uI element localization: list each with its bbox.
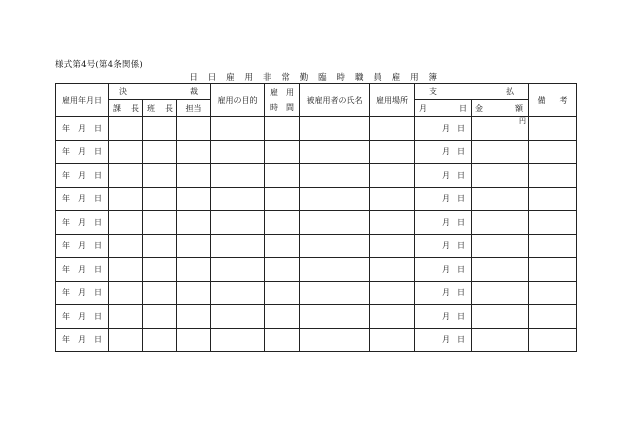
header-hancho bbox=[143, 100, 177, 117]
hours-cell[interactable] bbox=[265, 117, 300, 141]
payment-day-label: 日 bbox=[457, 264, 465, 274]
table-row bbox=[56, 211, 577, 235]
table-row bbox=[56, 164, 577, 188]
employee-name-cell[interactable] bbox=[300, 234, 370, 258]
header-payment bbox=[415, 84, 529, 100]
table-row bbox=[56, 305, 577, 329]
tanto-stamp-cell[interactable] bbox=[177, 328, 211, 352]
form-number-label: 様式第4号(第4条関係) bbox=[55, 60, 143, 70]
amount-cell[interactable] bbox=[472, 234, 529, 258]
table-row bbox=[56, 187, 577, 211]
amount-cell[interactable] bbox=[472, 281, 529, 305]
employ-date-cell[interactable] bbox=[56, 281, 109, 305]
year-label: 年 bbox=[62, 170, 70, 180]
kacho-stamp-cell[interactable] bbox=[109, 281, 143, 305]
header-tanto: 担当 bbox=[177, 100, 211, 117]
remarks-cell[interactable] bbox=[529, 234, 577, 258]
table-row bbox=[56, 281, 577, 305]
month-label: 月 bbox=[78, 241, 86, 251]
day-label: 日 bbox=[94, 311, 102, 321]
employ-date-cell[interactable] bbox=[56, 305, 109, 329]
header-remarks-a: 備 bbox=[537, 95, 546, 105]
header-amount-b: 額 bbox=[515, 103, 523, 113]
payment-day-label: 日 bbox=[457, 194, 465, 204]
kacho-stamp-cell[interactable] bbox=[109, 140, 143, 164]
year-label: 年 bbox=[62, 147, 70, 157]
kacho-stamp-cell[interactable] bbox=[109, 187, 143, 211]
table-row bbox=[56, 234, 577, 258]
year-label: 年 bbox=[62, 335, 70, 345]
header-kessai-left: 決 bbox=[119, 87, 127, 96]
header-employ-date: 雇用年月日 bbox=[56, 84, 109, 117]
header-purpose: 雇用の目的 bbox=[211, 84, 265, 117]
remarks-cell[interactable] bbox=[529, 187, 577, 211]
year-label: 年 bbox=[62, 288, 70, 298]
hours-cell[interactable] bbox=[265, 258, 300, 282]
header-amount bbox=[472, 100, 529, 117]
payment-date-cell[interactable] bbox=[415, 140, 472, 164]
purpose-cell[interactable] bbox=[211, 305, 265, 329]
payment-day-label: 日 bbox=[457, 170, 465, 180]
hancho-stamp-cell[interactable] bbox=[143, 187, 177, 211]
day-label: 日 bbox=[94, 217, 102, 227]
hours-cell[interactable] bbox=[265, 328, 300, 352]
remarks-cell[interactable] bbox=[529, 140, 577, 164]
day-label: 日 bbox=[94, 194, 102, 204]
employee-name-cell[interactable] bbox=[300, 187, 370, 211]
year-label: 年 bbox=[62, 264, 70, 274]
year-label: 年 bbox=[62, 123, 70, 133]
payment-day-label: 日 bbox=[457, 147, 465, 157]
payment-date-cell[interactable] bbox=[415, 117, 472, 141]
hancho-stamp-cell[interactable] bbox=[143, 234, 177, 258]
month-label: 月 bbox=[78, 170, 86, 180]
hancho-stamp-cell[interactable] bbox=[143, 140, 177, 164]
employ-date-cell[interactable] bbox=[56, 164, 109, 188]
tanto-stamp-cell[interactable] bbox=[177, 117, 211, 141]
employ-date-cell[interactable] bbox=[56, 117, 109, 141]
month-label: 月 bbox=[78, 335, 86, 345]
header-kessai-right: 裁 bbox=[190, 87, 198, 96]
purpose-cell[interactable] bbox=[211, 187, 265, 211]
remarks-cell[interactable] bbox=[529, 258, 577, 282]
tanto-stamp-cell[interactable] bbox=[177, 281, 211, 305]
remarks-cell[interactable] bbox=[529, 117, 577, 141]
header-hours-top-b: 用 bbox=[286, 87, 294, 97]
header-hours bbox=[265, 84, 300, 117]
purpose-cell[interactable] bbox=[211, 140, 265, 164]
place-cell[interactable] bbox=[370, 117, 415, 141]
kacho-stamp-cell[interactable] bbox=[109, 117, 143, 141]
payment-day-label: 日 bbox=[457, 311, 465, 321]
header-kacho-b: 長 bbox=[131, 103, 139, 113]
tanto-stamp-cell[interactable] bbox=[177, 164, 211, 188]
hancho-stamp-cell[interactable] bbox=[143, 117, 177, 141]
payment-day-label: 日 bbox=[457, 241, 465, 251]
hancho-stamp-cell[interactable] bbox=[143, 328, 177, 352]
day-label: 日 bbox=[94, 288, 102, 298]
payment-month-label: 月 bbox=[442, 311, 450, 321]
header-day: 日 bbox=[459, 103, 467, 113]
year-label: 年 bbox=[62, 241, 70, 251]
amount-cell[interactable] bbox=[472, 328, 529, 352]
year-label: 年 bbox=[62, 194, 70, 204]
month-label: 月 bbox=[78, 311, 86, 321]
employee-name-cell[interactable] bbox=[300, 281, 370, 305]
payment-date-cell[interactable] bbox=[415, 305, 472, 329]
payment-month-label: 月 bbox=[442, 147, 450, 157]
hancho-stamp-cell[interactable] bbox=[143, 305, 177, 329]
payment-month-label: 月 bbox=[442, 264, 450, 274]
month-label: 月 bbox=[78, 147, 86, 157]
kacho-stamp-cell[interactable] bbox=[109, 164, 143, 188]
employ-date-cell[interactable] bbox=[56, 328, 109, 352]
remarks-cell[interactable] bbox=[529, 164, 577, 188]
payment-day-label: 日 bbox=[457, 123, 465, 133]
day-label: 日 bbox=[94, 123, 102, 133]
payment-month-label: 月 bbox=[442, 335, 450, 345]
payment-day-label: 日 bbox=[457, 217, 465, 227]
day-label: 日 bbox=[94, 335, 102, 345]
amount-cell[interactable] bbox=[472, 187, 529, 211]
employee-name-cell[interactable] bbox=[300, 117, 370, 141]
place-cell[interactable] bbox=[370, 234, 415, 258]
month-label: 月 bbox=[78, 123, 86, 133]
payment-date-cell[interactable] bbox=[415, 187, 472, 211]
hours-cell[interactable] bbox=[265, 281, 300, 305]
purpose-cell[interactable] bbox=[211, 164, 265, 188]
day-label: 日 bbox=[94, 147, 102, 157]
header-hancho-b: 長 bbox=[165, 103, 173, 113]
purpose-cell[interactable] bbox=[211, 117, 265, 141]
tanto-stamp-cell[interactable] bbox=[177, 140, 211, 164]
day-label: 日 bbox=[94, 170, 102, 180]
payment-day-label: 日 bbox=[457, 335, 465, 345]
remarks-cell[interactable] bbox=[529, 281, 577, 305]
payment-month-label: 月 bbox=[442, 217, 450, 227]
kacho-stamp-cell[interactable] bbox=[109, 211, 143, 235]
employ-date-cell[interactable] bbox=[56, 187, 109, 211]
year-label: 年 bbox=[62, 311, 70, 321]
remarks-cell[interactable] bbox=[529, 328, 577, 352]
header-kacho bbox=[109, 100, 143, 117]
tanto-stamp-cell[interactable] bbox=[177, 234, 211, 258]
payment-date-cell[interactable] bbox=[415, 234, 472, 258]
payment-date-cell[interactable] bbox=[415, 211, 472, 235]
hours-cell[interactable] bbox=[265, 305, 300, 329]
place-cell[interactable] bbox=[370, 281, 415, 305]
hours-cell[interactable] bbox=[265, 164, 300, 188]
payment-month-label: 月 bbox=[442, 288, 450, 298]
employee-name-cell[interactable] bbox=[300, 164, 370, 188]
employee-name-cell[interactable] bbox=[300, 328, 370, 352]
header-payment-left: 支 bbox=[429, 87, 437, 96]
kacho-stamp-cell[interactable] bbox=[109, 305, 143, 329]
hours-cell[interactable] bbox=[265, 187, 300, 211]
header-row-top bbox=[56, 84, 577, 100]
kacho-stamp-cell[interactable] bbox=[109, 258, 143, 282]
payment-date-cell[interactable] bbox=[415, 164, 472, 188]
employee-name-cell[interactable] bbox=[300, 140, 370, 164]
header-hours-bottom-a: 時 bbox=[270, 103, 278, 112]
day-label: 日 bbox=[94, 241, 102, 251]
tanto-stamp-cell[interactable] bbox=[177, 305, 211, 329]
employment-ledger-table bbox=[55, 83, 577, 352]
employee-name-cell[interactable] bbox=[300, 211, 370, 235]
tanto-stamp-cell[interactable] bbox=[177, 211, 211, 235]
employ-date-cell[interactable] bbox=[56, 234, 109, 258]
remarks-cell[interactable] bbox=[529, 305, 577, 329]
remarks-cell[interactable] bbox=[529, 211, 577, 235]
table-row bbox=[56, 328, 577, 352]
place-cell[interactable] bbox=[370, 164, 415, 188]
hancho-stamp-cell[interactable] bbox=[143, 211, 177, 235]
payment-date-cell[interactable] bbox=[415, 328, 472, 352]
header-hancho-a: 班 bbox=[147, 103, 155, 113]
year-label: 年 bbox=[62, 217, 70, 227]
amount-cell[interactable] bbox=[472, 211, 529, 235]
document-title: 日 日 雇 用 非 常 勤 臨 時 職 員 雇 用 簿 bbox=[189, 73, 441, 83]
table-row bbox=[56, 140, 577, 164]
header-place: 雇用場所 bbox=[370, 84, 415, 117]
amount-cell[interactable] bbox=[472, 164, 529, 188]
payment-date-cell[interactable] bbox=[415, 258, 472, 282]
purpose-cell[interactable] bbox=[211, 258, 265, 282]
header-remarks bbox=[529, 84, 577, 117]
hours-cell[interactable] bbox=[265, 140, 300, 164]
amount-cell[interactable] bbox=[472, 258, 529, 282]
yen-label: 円 bbox=[519, 117, 526, 125]
amount-cell[interactable] bbox=[472, 140, 529, 164]
purpose-cell[interactable] bbox=[211, 281, 265, 305]
header-remarks-b: 考 bbox=[559, 95, 568, 105]
purpose-cell[interactable] bbox=[211, 211, 265, 235]
hancho-stamp-cell[interactable] bbox=[143, 281, 177, 305]
header-month: 月 bbox=[419, 103, 427, 113]
header-amount-a: 金 bbox=[475, 103, 483, 113]
employee-name-cell[interactable] bbox=[300, 305, 370, 329]
kacho-stamp-cell[interactable] bbox=[109, 234, 143, 258]
header-hours-bottom-b: 間 bbox=[286, 103, 294, 112]
tanto-stamp-cell[interactable] bbox=[177, 258, 211, 282]
employee-name-cell[interactable] bbox=[300, 258, 370, 282]
header-payment-right: 払 bbox=[506, 87, 514, 96]
month-label: 月 bbox=[78, 264, 86, 274]
payment-month-label: 月 bbox=[442, 170, 450, 180]
purpose-cell[interactable] bbox=[211, 234, 265, 258]
place-cell[interactable] bbox=[370, 258, 415, 282]
hours-cell[interactable] bbox=[265, 234, 300, 258]
table-row bbox=[56, 117, 577, 141]
month-label: 月 bbox=[78, 288, 86, 298]
month-label: 月 bbox=[78, 194, 86, 204]
hancho-stamp-cell[interactable] bbox=[143, 258, 177, 282]
payment-day-label: 日 bbox=[457, 288, 465, 298]
place-cell[interactable] bbox=[370, 140, 415, 164]
payment-date-cell[interactable] bbox=[415, 281, 472, 305]
kacho-stamp-cell[interactable] bbox=[109, 328, 143, 352]
table-row bbox=[56, 258, 577, 282]
employ-date-cell[interactable] bbox=[56, 140, 109, 164]
tanto-stamp-cell[interactable] bbox=[177, 187, 211, 211]
day-label: 日 bbox=[94, 264, 102, 274]
payment-month-label: 月 bbox=[442, 194, 450, 204]
place-cell[interactable] bbox=[370, 328, 415, 352]
header-kessai bbox=[109, 84, 211, 100]
employ-date-cell[interactable] bbox=[56, 258, 109, 282]
header-hours-top-a: 雇 bbox=[270, 87, 278, 97]
payment-month-label: 月 bbox=[442, 241, 450, 251]
amount-cell[interactable] bbox=[472, 305, 529, 329]
employ-date-cell[interactable] bbox=[56, 211, 109, 235]
amount-cell[interactable] bbox=[472, 117, 529, 141]
place-cell[interactable] bbox=[370, 187, 415, 211]
hancho-stamp-cell[interactable] bbox=[143, 164, 177, 188]
month-label: 月 bbox=[78, 217, 86, 227]
payment-month-label: 月 bbox=[442, 123, 450, 133]
place-cell[interactable] bbox=[370, 305, 415, 329]
header-employee-name: 被雇用者の氏名 bbox=[300, 84, 370, 117]
header-payment-date bbox=[415, 100, 472, 117]
hours-cell[interactable] bbox=[265, 211, 300, 235]
purpose-cell[interactable] bbox=[211, 328, 265, 352]
header-kacho-a: 課 bbox=[113, 103, 121, 113]
place-cell[interactable] bbox=[370, 211, 415, 235]
